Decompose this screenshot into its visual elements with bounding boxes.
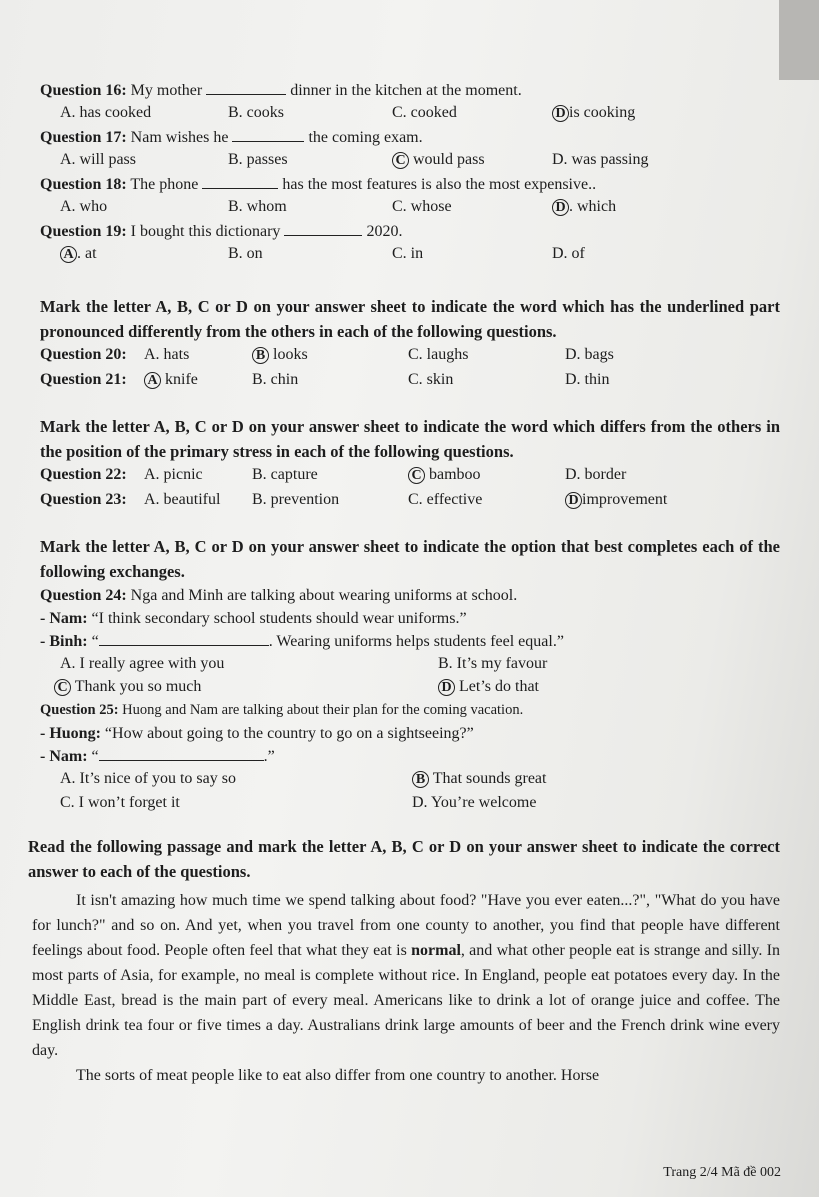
question-21 <box>40 369 780 394</box>
option-d[interactable]: D. of <box>552 245 585 262</box>
question-16 <box>40 80 780 102</box>
circled-answer-mark: C <box>408 467 425 484</box>
option-d[interactable]: D. You’re welcome <box>412 794 537 811</box>
dialogue-text: “How about going to the country to go on a sightseeing?” <box>104 725 474 742</box>
option-b[interactable]: B. whom <box>228 198 287 215</box>
circled-answer-mark: A <box>144 372 161 389</box>
answer-blank <box>202 188 278 189</box>
question-stem: My mother <box>130 82 203 99</box>
word-option-d[interactable]: D. thin <box>565 371 610 388</box>
option-d[interactable]: D . which <box>552 198 616 216</box>
question-stem: the coming exam. <box>308 129 423 146</box>
question-label: Question 22: <box>40 466 127 483</box>
word-option-b[interactable]: B. capture <box>252 466 318 483</box>
question-stem: Nga and Minh are talking about wearing uniforms at school. <box>130 587 518 604</box>
question-stem: The phone <box>130 176 199 193</box>
question-19 <box>40 221 780 243</box>
options-19 <box>40 243 780 268</box>
section-heading-exchanges: Mark the letter A, B, C or D on your answer sheet to indicate the option that best completes each of the following exchanges. <box>40 537 780 581</box>
options-18 <box>40 196 780 221</box>
option-c[interactable]: C would pass <box>392 151 485 169</box>
exam-content <box>28 80 781 1088</box>
option-a[interactable]: A. It’s nice of you to say so <box>60 770 236 787</box>
word-option-c[interactable]: C. effective <box>408 491 483 508</box>
reading-passage <box>32 888 780 1088</box>
word-option-b[interactable]: B looks <box>252 346 308 364</box>
word-option-a[interactable]: A. hats <box>144 346 190 363</box>
question-label: Question 25: <box>40 702 119 718</box>
options-25 <box>40 768 780 792</box>
speaker: - Huong: <box>40 725 101 742</box>
question-18 <box>40 174 780 196</box>
speaker: - Binh: <box>40 633 88 650</box>
option-d[interactable]: D Let’s do that <box>438 678 539 696</box>
option-d[interactable]: D is cooking <box>552 104 635 122</box>
option-a[interactable]: A. who <box>60 198 108 215</box>
question-stem: Nam wishes he <box>130 129 229 146</box>
page-footer: Trang 2/4 Mã đề 002 <box>663 1165 781 1180</box>
answer-blank <box>99 645 269 646</box>
question-stem: 2020. <box>366 223 403 240</box>
answer-blank <box>206 94 286 95</box>
question-23 <box>40 489 780 514</box>
word-option-a[interactable]: A knife <box>144 371 198 389</box>
word-option-a[interactable]: A. picnic <box>144 466 203 483</box>
option-b[interactable]: B That sounds great <box>412 770 546 788</box>
circled-answer-mark: A <box>60 246 77 263</box>
question-label: Question 18: <box>40 176 127 193</box>
question-25 <box>40 699 780 722</box>
option-b[interactable]: B. on <box>228 245 263 262</box>
word-option-d[interactable]: D improvement <box>565 491 667 509</box>
section-heading-stress: Mark the letter A, B, C or D on your answer sheet to indicate the word which differs from the others in the position of the primary stress in each of the following questions. <box>40 417 780 461</box>
option-a[interactable]: A . at <box>60 245 97 263</box>
option-d[interactable]: D. was passing <box>552 151 649 168</box>
circled-answer-mark: D <box>438 679 455 696</box>
options-17 <box>40 149 780 174</box>
word-option-b[interactable]: B. prevention <box>252 491 340 508</box>
dialogue-line <box>40 607 780 630</box>
question-stem: dinner in the kitchen at the moment. <box>290 82 522 99</box>
page-edge-shadow <box>779 0 819 80</box>
dialogue-line <box>40 722 780 745</box>
question-label: Question 17: <box>40 129 127 146</box>
word-option-d[interactable]: D. border <box>565 466 627 483</box>
dialogue-line: - Binh: “ . Wearing uniforms helps students feel equal.” <box>40 633 564 650</box>
passage-paragraph: The sorts of meat people like to eat also differ from one country to another. Horse <box>76 1067 600 1084</box>
question-label: Question 19: <box>40 223 127 240</box>
question-22 <box>40 464 780 489</box>
circled-answer-mark: C <box>392 152 409 169</box>
passage-paragraph: It isn't amazing how much time we spend talking about food? "Have you ever eaten...?", "What do you have for lunch?" and so on. And yet, when you travel from one county to another, you find that people have different feelings about food. People often feel that what they eat is normal, and what other people eat is strange and silly. In most parts of Asia, for example, no meal is complete without rice. In England, people eat potatoes every day. In the Middle East, bread is the main part of every meal. Americans like to drink a lot of orange juice and coffee. The English drink tea four or five times a day. Australians drink large amounts of beer and the French drink wine every day. <box>32 892 781 1059</box>
option-a[interactable]: A. has cooked <box>60 104 152 121</box>
option-c[interactable]: C. I won’t forget it <box>60 794 180 811</box>
word-option-c[interactable]: C bamboo <box>408 466 481 484</box>
word-option-d[interactable]: D. bags <box>565 346 614 363</box>
option-c[interactable]: C. in <box>392 245 424 262</box>
question-label: Question 21: <box>40 371 127 388</box>
option-a[interactable]: A. will pass <box>60 151 136 168</box>
question-20 <box>40 344 780 369</box>
answer-blank <box>99 760 264 761</box>
circled-answer-mark: B <box>252 347 269 364</box>
question-stem: I bought this dictionary <box>130 223 281 240</box>
option-c[interactable]: C Thank you so much <box>54 678 201 696</box>
dialogue-text: . Wearing uniforms helps students feel equal.” <box>268 633 564 650</box>
dialogue-text: .” <box>263 748 275 765</box>
section-heading-reading: Read the following passage and mark the letter A, B, C or D on your answer sheet to indicate the correct answer to each of the questions. <box>28 837 780 881</box>
question-stem: has the most features is also the most expensive.. <box>282 176 597 193</box>
options-25 <box>40 792 780 816</box>
circled-answer-mark: B <box>412 771 429 788</box>
options-24 <box>40 653 780 676</box>
circled-answer-mark: D <box>552 199 569 216</box>
word-option-c[interactable]: C. laughs <box>408 346 469 363</box>
question-17 <box>40 127 780 149</box>
dialogue-text: “I think secondary school students should wear uniforms.” <box>91 610 467 627</box>
word-option-a[interactable]: A. beautiful <box>144 491 221 508</box>
options-16 <box>40 102 780 127</box>
option-b[interactable]: B. It’s my favour <box>438 655 548 672</box>
section-heading-pronunciation: Mark the letter A, B, C or D on your answer sheet to indicate the word which has the underlined part pronounced differently from the others in each of the following questions. <box>40 297 780 341</box>
speaker: - Nam: <box>40 748 88 765</box>
question-label: Question 16: <box>40 82 127 99</box>
answer-blank <box>284 235 362 236</box>
circled-answer-mark: D <box>552 105 569 122</box>
option-c[interactable]: C. cooked <box>392 104 457 121</box>
question-label: Question 23: <box>40 491 127 508</box>
circled-answer-mark: C <box>54 679 71 696</box>
word-option-b[interactable]: B. chin <box>252 371 299 388</box>
answer-blank <box>232 141 304 142</box>
question-label: Question 24: <box>40 587 127 604</box>
circled-answer-mark: D <box>565 492 582 509</box>
question-stem: Huong and Nam are talking about their plan for the coming vacation. <box>122 702 524 718</box>
option-b[interactable]: B. passes <box>228 151 288 168</box>
option-b[interactable]: B. cooks <box>228 104 284 121</box>
dialogue-line: - Nam: “ .” <box>40 748 275 765</box>
option-a[interactable]: A. I really agree with you <box>60 655 225 672</box>
word-option-c[interactable]: C. skin <box>408 371 454 388</box>
option-c[interactable]: C. whose <box>392 198 452 215</box>
question-24 <box>40 584 780 607</box>
question-label: Question 20: <box>40 346 127 363</box>
speaker: - Nam: <box>40 610 88 627</box>
options-24 <box>40 676 780 699</box>
